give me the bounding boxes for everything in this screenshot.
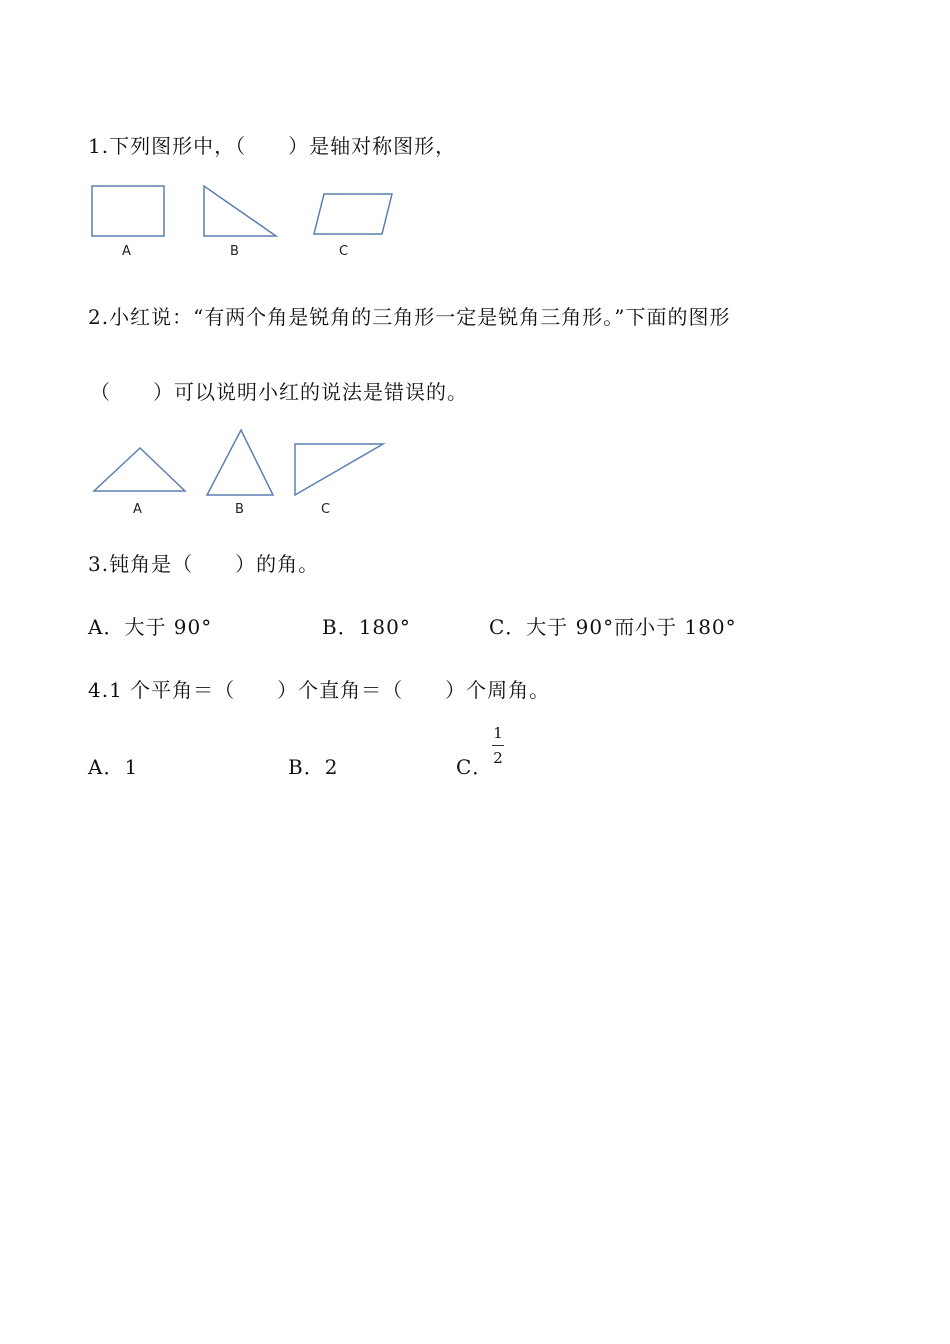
acute-triangle-shape [207, 430, 273, 495]
question-3-option-c: C．大于 90°而小于 180° [489, 615, 737, 639]
fraction-numerator: 1 [493, 724, 503, 742]
fraction-denominator: 2 [493, 749, 503, 767]
question-4-option-b: B．2 [288, 755, 339, 779]
question-3-text: 3.钝角是（ ）的角。 [88, 552, 320, 576]
question-2-figures [80, 424, 400, 520]
obtuse-triangle-shape [94, 448, 185, 491]
question-1-text: 1.下列图形中，（ ）是轴对称图形， [88, 134, 457, 158]
figure-label-a: A [133, 502, 142, 517]
question-4-option-c: C． [456, 755, 494, 779]
right-triangle-shape [204, 186, 276, 236]
figure-label-a: A [122, 244, 131, 259]
rectangle-shape [92, 186, 164, 236]
question-4-option-a: A．1 [88, 755, 139, 779]
parallelogram-shape [314, 194, 392, 234]
figure-label-c: C [321, 502, 331, 517]
question-2-text-line-1: 2.小红说：“有两个角是锐角的三角形一定是锐角三角形。”下面的图形 [88, 305, 731, 329]
figure-label-c: C [339, 244, 349, 259]
question-3-option-a: A．大于 90° [88, 615, 213, 639]
fraction-bar [492, 745, 504, 746]
question-3-option-b: B．180° [322, 615, 411, 639]
figure-label-b: B [235, 502, 244, 517]
question-4-text: 4.1 个平角＝（ ）个直角＝（ ）个周角。 [88, 678, 551, 702]
question-2-text-line-2: （ ）可以说明小红的说法是错误的。 [90, 380, 468, 404]
right-triangle-shape-2 [295, 444, 383, 495]
figure-label-b: B [230, 244, 239, 259]
question-1-figures [80, 178, 400, 262]
